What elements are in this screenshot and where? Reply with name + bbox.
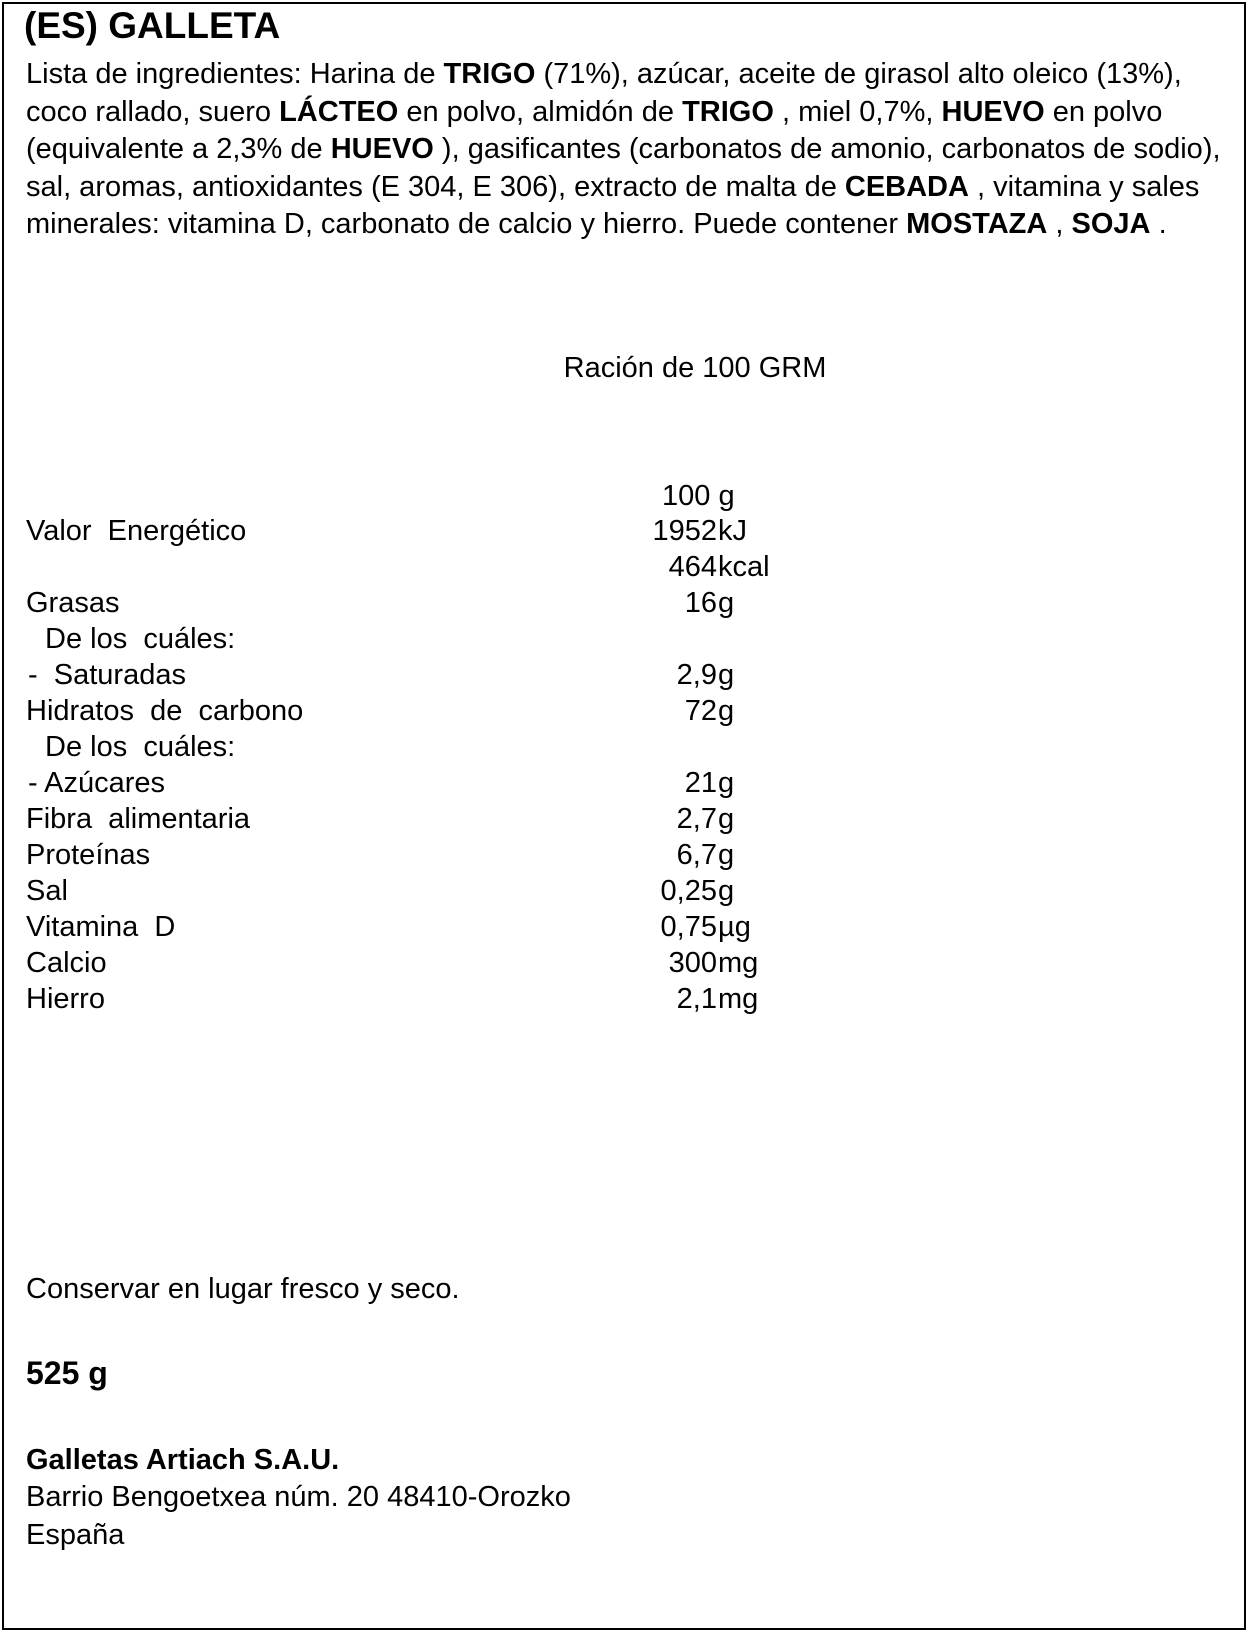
allergen-text: LÁCTEO	[279, 95, 399, 128]
nutrition-row	[0, 549, 1250, 586]
nutrient-value: 0,25	[660, 875, 717, 907]
column-header-text: 100 g	[662, 480, 735, 512]
nutrient-value: 2,9	[676, 659, 717, 691]
nutrition-row	[0, 585, 1250, 622]
storage-instructions: Conservar en lugar fresco y seco.	[26, 1273, 460, 1305]
ingredient-text: ,	[1047, 208, 1072, 240]
nutrient-value: 2,1	[676, 983, 717, 1015]
ingredient-text: en polvo, almidón de	[398, 95, 683, 128]
nutrient-label: - Saturadas	[28, 659, 186, 691]
nutrient-unit: kcal	[718, 551, 770, 583]
company-country: España	[26, 1519, 125, 1551]
allergen-text: HUEVO	[330, 133, 434, 165]
nutrient-unit: g	[718, 803, 735, 835]
ingredient-text: , vitamina y sales minerales: vitamina D, carbonato de calcio y hierro. Puede contener	[26, 170, 1200, 240]
nutrition-row	[0, 837, 1250, 874]
nutrient-value: 300	[668, 947, 717, 979]
nutrition-row	[0, 873, 1250, 910]
nutrient-value: 16	[684, 587, 717, 619]
nutrient-label: Sal	[26, 875, 68, 907]
nutrient-value: 464	[668, 551, 717, 583]
allergen-text: MOSTAZA	[906, 208, 1048, 240]
nutrient-label: Valor Energético	[26, 515, 247, 547]
nutrient-label: Grasas	[26, 587, 120, 619]
nutrient-label: - Azúcares	[28, 767, 165, 799]
nutrient-unit: g	[718, 659, 735, 691]
company-address: Barrio Bengoetxea núm. 20 48410-Orozko	[26, 1481, 571, 1513]
nutrition-row	[0, 693, 1250, 730]
nutrition-row	[0, 513, 1250, 550]
nutrient-value: 72	[684, 695, 717, 727]
nutrition-row	[0, 801, 1250, 838]
company-name: Galletas Artiach S.A.U.	[26, 1444, 340, 1476]
allergen-text: CEBADA	[844, 170, 969, 203]
nutrition-row	[0, 945, 1250, 982]
nutrient-value: 0,75	[660, 911, 717, 943]
nutrient-value: 1952	[652, 515, 717, 547]
nutrition-row	[0, 765, 1250, 802]
nutrition-row	[0, 729, 1250, 766]
allergen-text: SOJA	[1071, 208, 1151, 240]
ingredient-text: ), gasificantes (carbonatos de amonio, carbonatos de sodio), sal, aromas, antioxidantes (E 304, E 306), extracto de malta de	[26, 133, 1221, 203]
nutrient-label: Proteínas	[26, 839, 151, 871]
ingredient-text: Lista de ingredientes: Harina de	[26, 58, 444, 90]
nutrient-label: Hidratos de carbono	[26, 695, 304, 727]
nutrient-unit: mg	[718, 983, 759, 1015]
nutrient-unit: g	[718, 839, 735, 871]
nutrient-label: De los cuáles:	[45, 731, 236, 763]
nutrient-unit: g	[718, 875, 735, 907]
nutrient-label: Hierro	[26, 983, 105, 1015]
nutrition-row	[0, 657, 1250, 694]
ingredient-text: .	[1150, 208, 1167, 240]
ingredient-text: , miel 0,7%,	[773, 95, 942, 128]
nutrient-label: De los cuáles:	[45, 623, 236, 655]
allergen-text: TRIGO	[443, 58, 536, 90]
nutrition-row	[0, 909, 1250, 946]
nutrition-row	[0, 981, 1250, 1018]
nutrient-unit: mg	[718, 947, 759, 979]
ingredients-list	[26, 56, 1226, 244]
nutrient-label: Vitamina D	[26, 911, 176, 943]
nutrition-row	[0, 621, 1250, 658]
nutrient-value: 2,7	[676, 803, 717, 835]
ingredient-text: en polvo (equivalente a 2,3% de	[26, 95, 1163, 165]
nutrient-unit: kJ	[718, 515, 747, 547]
nutrient-unit: g	[718, 587, 735, 619]
net-weight: 525 g	[26, 1355, 108, 1391]
serving-size: Ración de 100 GRM	[563, 352, 827, 384]
nutrient-label: Calcio	[26, 947, 107, 979]
nutrient-unit: µg	[718, 911, 751, 943]
nutrient-value: 21	[684, 767, 717, 799]
nutrient-value: 6,7	[676, 839, 717, 871]
ingredient-text: (71%), azúcar, aceite de girasol alto oleico (13%), coco rallado, suero	[26, 58, 1182, 128]
nutrient-label: Fibra alimentaria	[26, 803, 251, 835]
nutrient-unit: g	[718, 767, 735, 799]
allergen-text: HUEVO	[941, 95, 1045, 128]
allergen-text: TRIGO	[682, 95, 774, 128]
product-title: (ES) GALLETA	[24, 5, 281, 46]
nutrient-unit: g	[718, 695, 735, 727]
